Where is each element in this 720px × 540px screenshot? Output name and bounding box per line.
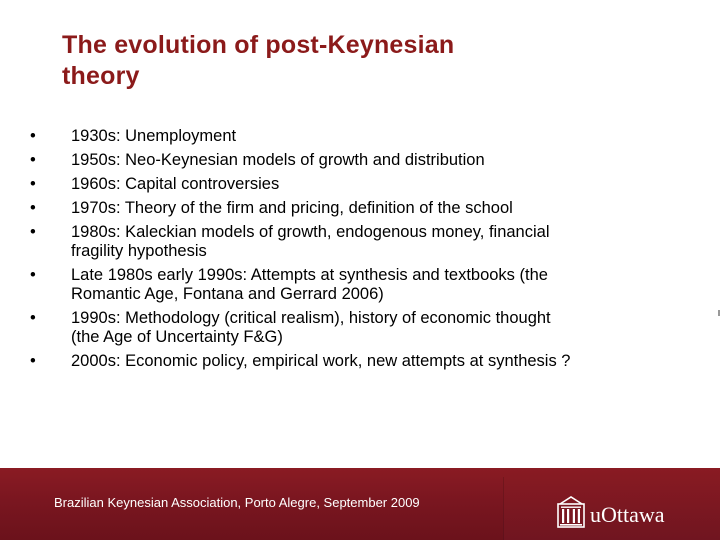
bullet-text-line: 1950s: Neo-Keynesian models of growth and distribution [71, 151, 485, 169]
footer-text: Brazilian Keynesian Association, Porto Alegre, September 2009 [54, 495, 420, 510]
bullet-text-line: Romantic Age, Fontana and Gerrard 2006) [71, 285, 384, 303]
bullet-marker: • [30, 199, 36, 217]
bullet-text-line: 1980s: Kaleckian models of growth, endogenous money, financial [71, 223, 550, 241]
title-line-2: theory [62, 62, 140, 90]
bullet-item [30, 309, 690, 347]
slide-title [62, 30, 622, 92]
logo-text: uOttawa [590, 502, 665, 527]
bullet-marker: • [30, 151, 36, 169]
bullet-text-line: (the Age of Uncertainty F&G) [71, 328, 283, 346]
bullet-text-line: 1930s: Unemployment [71, 127, 237, 145]
bullet-marker: • [30, 127, 36, 145]
bullet-item [30, 266, 690, 304]
bullet-marker: • [30, 352, 36, 370]
bullet-marker: • [30, 175, 36, 193]
bullet-item [30, 199, 690, 218]
bullet-item [30, 352, 690, 371]
bullet-list [30, 127, 690, 376]
bullet-text-line: 1970s: Theory of the firm and pricing, definition of the school [71, 199, 513, 217]
bullet-item [30, 175, 690, 194]
university-logo [557, 492, 665, 532]
bullet-text-line: fragility hypothesis [71, 242, 207, 260]
bullet-text-line: Late 1980s early 1990s: Attempts at synthesis and textbooks (the [71, 266, 548, 284]
bullet-text-line: 2000s: Economic policy, empirical work, new attempts at synthesis ? [71, 352, 571, 370]
university-building-icon [557, 495, 585, 529]
bullet-item [30, 127, 690, 146]
bullet-item [30, 151, 690, 170]
bullet-marker: • [30, 266, 36, 284]
title-line-1: The evolution of post-Keynesian [62, 31, 455, 59]
bullet-text-line: 1990s: Methodology (critical realism), history of economic thought [71, 309, 551, 327]
bullet-marker: • [30, 309, 36, 327]
bullet-text-line: 1960s: Capital controversies [71, 175, 280, 193]
bullet-marker: • [30, 223, 36, 241]
bullet-item [30, 223, 690, 261]
